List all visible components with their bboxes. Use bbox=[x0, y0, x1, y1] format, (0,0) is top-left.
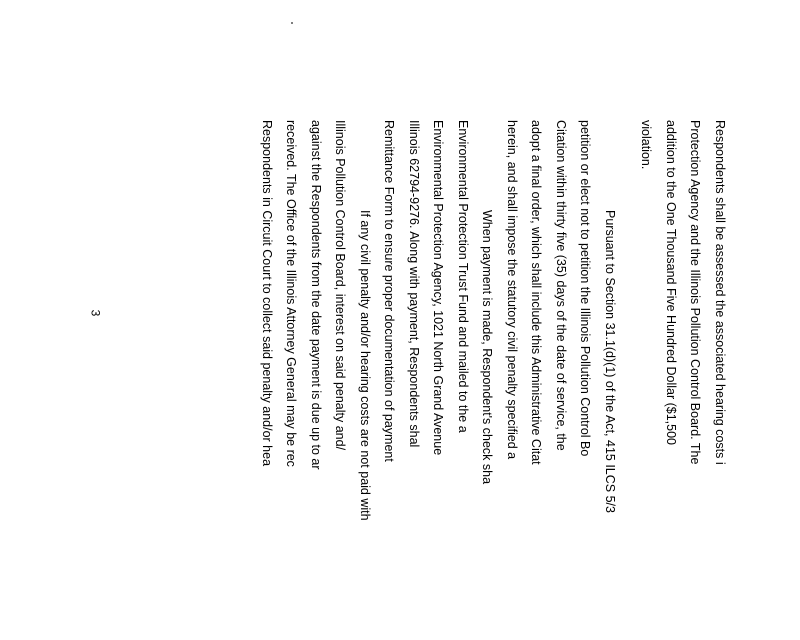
text-line: adopt a final order, which shall include this Administrative Citat bbox=[529, 120, 544, 465]
text-line: Illinois Pollution Control Board, interest on said penalty and/ bbox=[333, 120, 348, 451]
text-line: against the Respondents from the date payment is due up to ar bbox=[309, 120, 323, 470]
text-line: Illinois 62794-9276. Along with payment, Respondents shal bbox=[407, 120, 421, 448]
text-line: addition to the One Thousand Five Hundred Dollar ($1,500 bbox=[664, 120, 678, 445]
text-line: Remittance Form to ensure proper documentation of payment bbox=[382, 120, 397, 462]
text-line: herein, and shall impose the statutory civil penalty specified a bbox=[505, 120, 519, 460]
text-line: When payment is made, Respondent's check sha bbox=[480, 210, 495, 485]
page-number: 3 bbox=[88, 309, 103, 317]
text-line: Respondents in Circuit Court to collect said penalty and/or hea bbox=[260, 120, 274, 467]
text-line: Environmental Protection Trust Fund and mailed to the a bbox=[456, 120, 470, 433]
text-line: received. The Office of the Illinois Attorney General may be rec bbox=[284, 120, 299, 467]
text-line: petition or elect not to petition the Illinois Pollution Control Bo bbox=[578, 120, 593, 457]
text-line: Pursuant to Section 31.1(d)(1) of the Act, 415 ILCS 5/3 bbox=[603, 210, 617, 513]
text-line: Environmental Protection Agency, 1021 North Grand Avenue bbox=[431, 120, 446, 456]
text-line: Citation within thirty five (35) days of the date of service, the bbox=[554, 120, 568, 451]
scan-speck bbox=[291, 22, 293, 24]
text-line: Protection Agency and the Illinois Pollution Control Board. The bbox=[688, 120, 703, 465]
text-line: Respondents shall be assessed the associated hearing costs i bbox=[713, 120, 727, 465]
text-line: violation. bbox=[639, 120, 654, 170]
document-text bbox=[255, 120, 733, 640]
text-line: If any civil penalty and/or hearing costs are not paid with bbox=[358, 210, 372, 521]
